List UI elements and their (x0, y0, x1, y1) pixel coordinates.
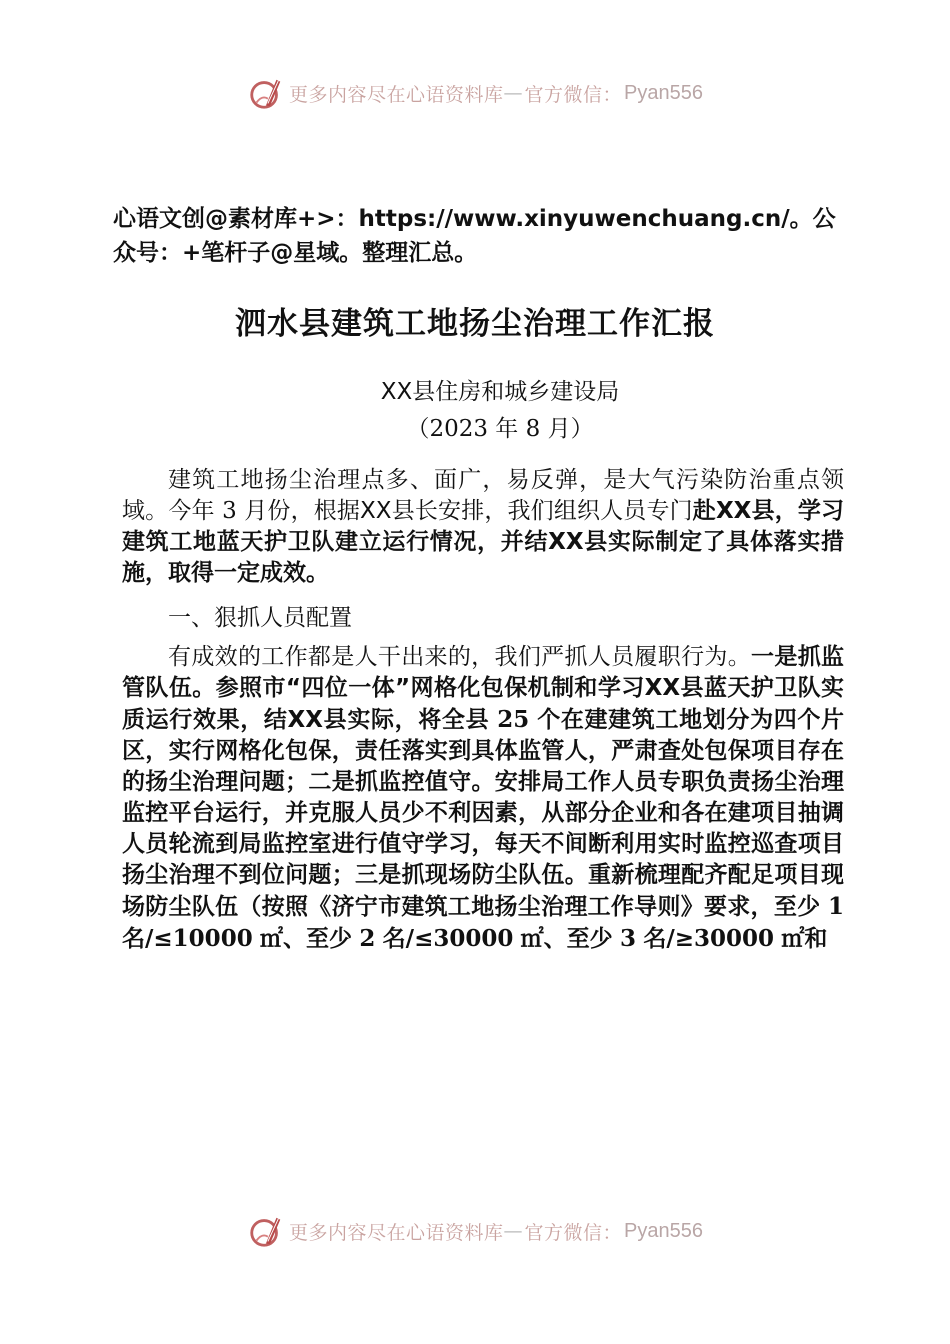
para2-number-25: 25 (497, 706, 530, 733)
para2-bold-6: ㎡、至少 (520, 926, 613, 952)
para1-text-b: 月份，根据XX县长安排，我们组织人员专门 (244, 498, 693, 524)
para1-text-bold: 赴XX县，学习建筑工地蓝天护卫队建立运行情况，并结XX县实际制定了具体落实措施，取得一定成效。 (122, 498, 845, 586)
para2-number-3: 3 (619, 925, 636, 952)
watermark-wechat-label: 官方微信： (524, 1221, 623, 1244)
para1-number-month: 3 (222, 498, 237, 524)
para2-bold-8: ㎡和 (781, 926, 828, 952)
watermark-banner-top (0, 70, 950, 116)
quill-logo-icon (247, 74, 285, 112)
date-year: 2023 (429, 416, 488, 442)
para2-bold-7: 名/ (643, 926, 675, 952)
paragraph-staffing (122, 642, 844, 955)
para1-text-a: 建筑工地扬尘治理点多、面广，易反弹，是大气污染防治重点领域。今年 (122, 467, 844, 524)
para2-bold-4: ㎡、至少 (260, 926, 353, 952)
watermark-wechat-id: Pyan556 (624, 1219, 703, 1242)
document-title: 泗水县建筑工地扬尘治理工作汇报 (235, 306, 715, 342)
para2-number-2: 2 (359, 925, 376, 952)
para2-number-1: 1 (828, 893, 845, 920)
watermark-banner-bottom (0, 1208, 950, 1254)
para2-number-30000: ≤30000 (414, 925, 514, 952)
watermark-wechat-id: Pyan556 (624, 81, 703, 104)
para2-bold-2: 个在建建筑工地划分为四个片区，实行网格化包保，责任落实到具体监管人，严肃查处包保项目存在的扬尘治理问题；二是抓监控值守。安排局工作人员专职负责扬尘治理监控平台运行，并克服人员少不利因素，从部分企业和各在建项目抽调人员轮流到局监控室进行值守学习，每天不间断利用实时监控巡查项目扬尘治理不到位问题；三是抓现场防尘队伍。重新梳理配齐配足项目现场防尘队伍（按照《济宁市建筑工地扬尘治理工作导则》要求，至少 (122, 707, 845, 920)
paragraph-intro (122, 465, 844, 589)
date-month-unit: 月 (547, 416, 571, 442)
para2-bold-5: 名/ (382, 926, 415, 952)
date-month: 8 (525, 416, 541, 442)
watermark-text: 更多内容尽在心语资料库 (289, 1221, 504, 1244)
para2-text-a: 有成效的工作都是人干出来的，我们严抓人员履职行为。 (168, 644, 752, 670)
issuer: XX县住房和城乡建设局 (380, 379, 620, 405)
watermark-separator: — (503, 82, 525, 104)
section-heading-1: 一、狠抓人员配置 (168, 605, 352, 631)
watermark-text: 更多内容尽在心语资料库 (289, 83, 504, 106)
date-year-unit: 年 (495, 416, 519, 442)
para2-number-30000-ge: ≥30000 (674, 925, 775, 952)
para2-number-10000: ≤10000 (153, 925, 253, 952)
para2-bold-3: 名/ (122, 926, 154, 952)
watermark-separator: — (503, 1220, 525, 1242)
report-date (0, 410, 950, 443)
watermark-wechat-label: 官方微信： (524, 83, 623, 106)
para2-bold-1: 一是抓监管队伍。参照市“四位一体”网格化包保机制和学习XX县蓝天护卫队实质运行效果，结XX县实际，将全县 (122, 644, 845, 733)
date-open-paren: （ (406, 416, 430, 442)
quill-logo-icon (247, 1212, 285, 1250)
header-note: 心语文创@素材库+>：https://www.xinyuwenchuang.cn/。公众号：+笔杆子@星域。整理汇总。 (113, 206, 836, 266)
date-close-paren: ） (570, 416, 594, 442)
